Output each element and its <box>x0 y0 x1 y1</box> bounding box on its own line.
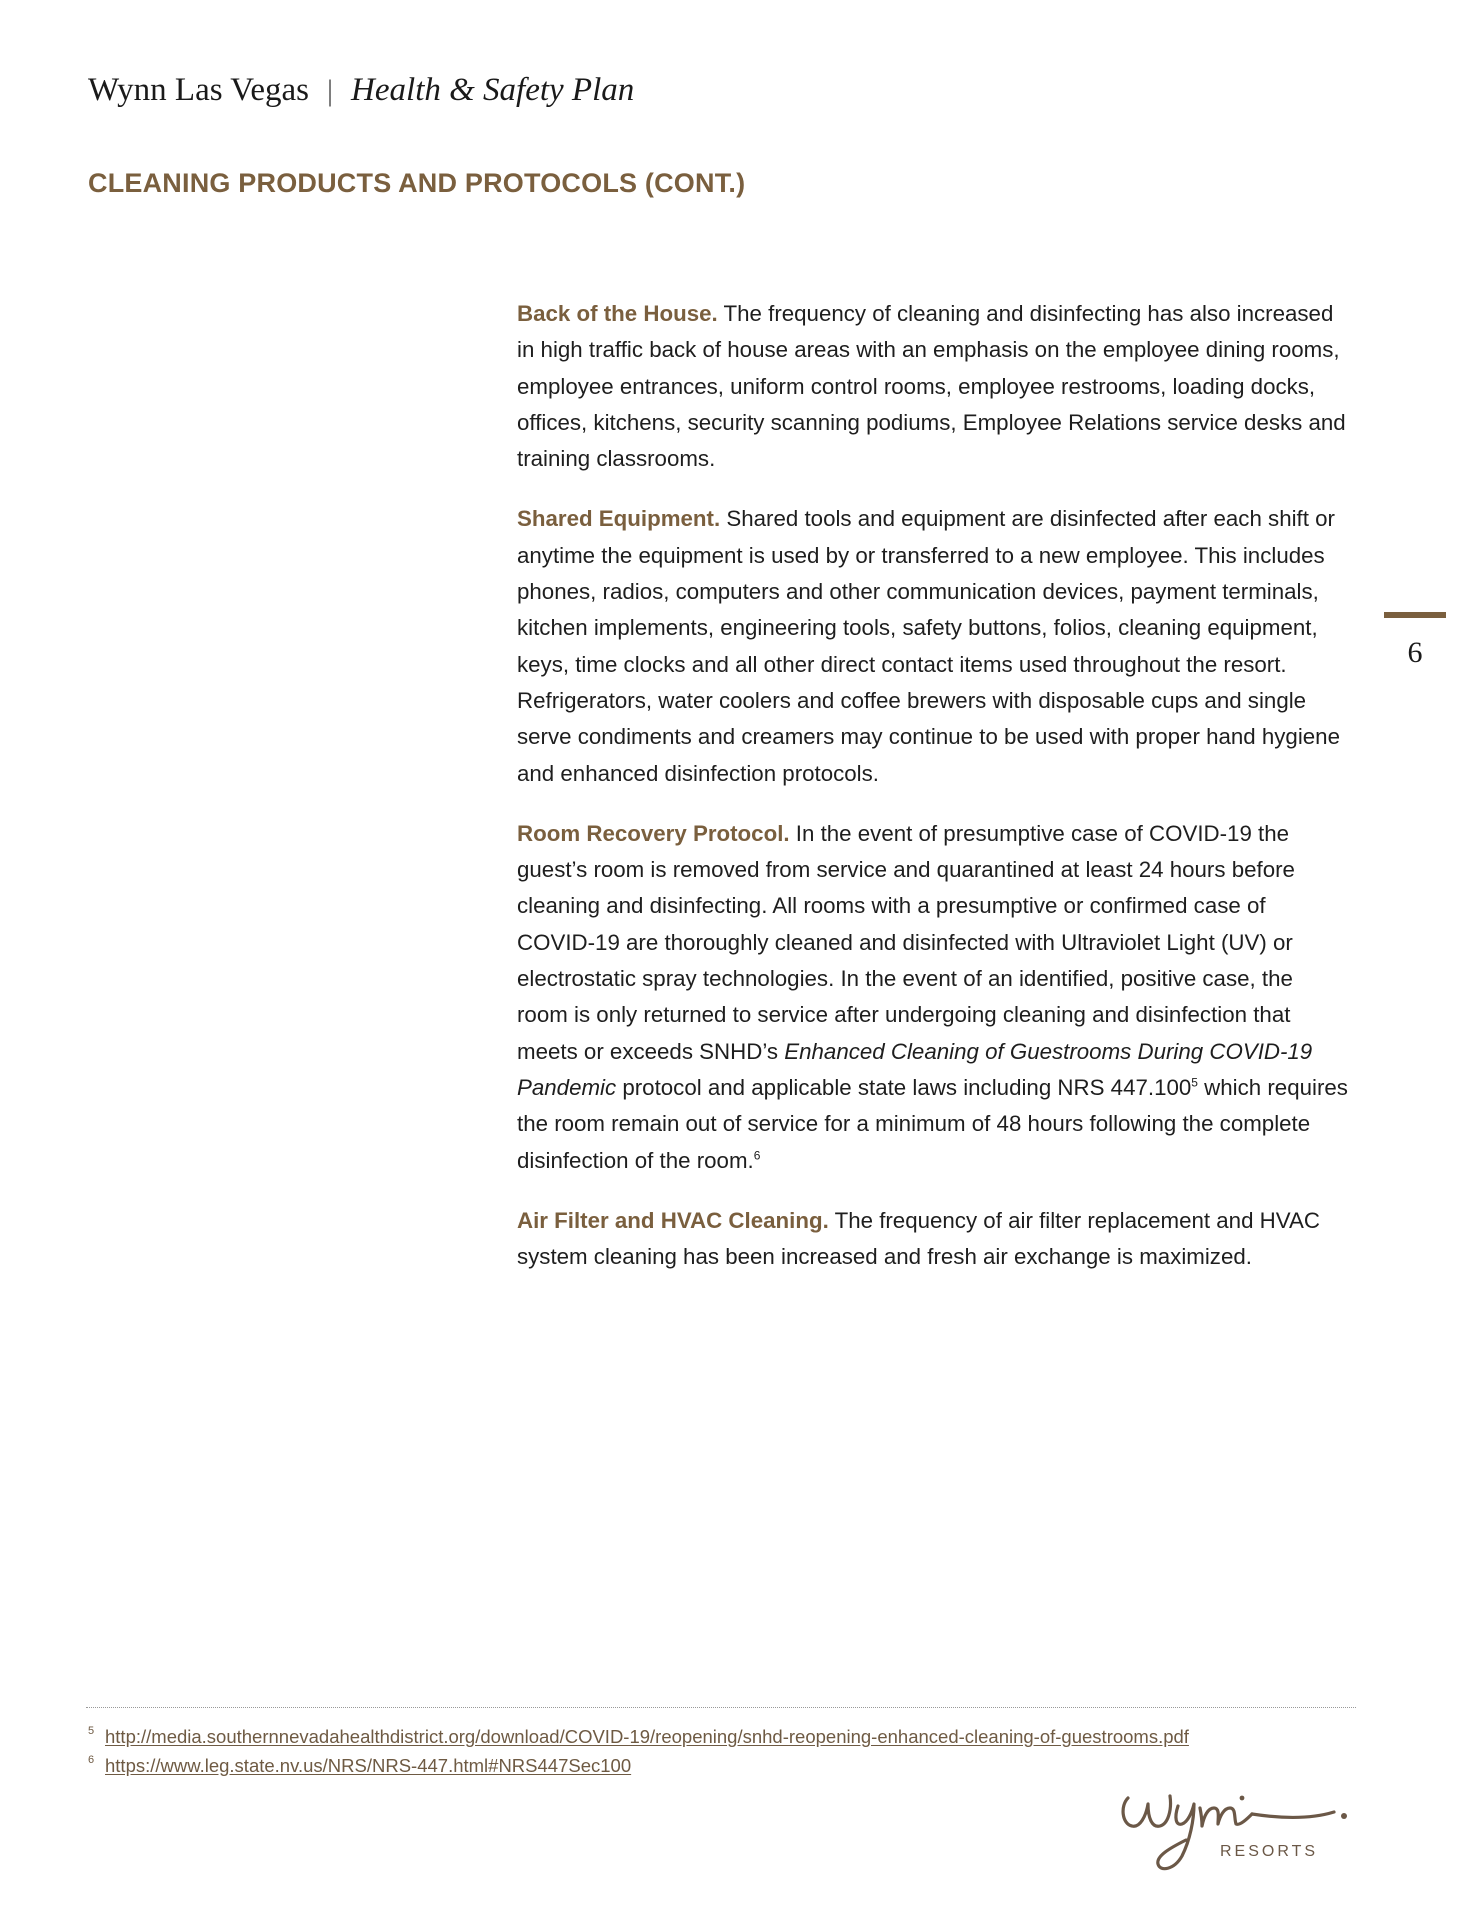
footnote-item <box>88 1751 1189 1780</box>
document-title: Health & Safety Plan <box>351 72 635 108</box>
brand-name: Wynn Las Vegas <box>88 72 310 108</box>
paragraph-air-filter <box>517 1203 1349 1276</box>
wynn-resorts-logo <box>1108 1760 1358 1880</box>
paragraph-text: which requires the room remain out of service for a minimum of 48 hours following the complete disinfection of the room. <box>517 1074 1348 1173</box>
footnote-link[interactable]: http://media.southernnevadahealthdistrict.org/download/COVID-19/reopening/snhd-reopening-enhanced-cleaning-of-guestrooms.pdf <box>105 1726 1189 1747</box>
paragraph-lead: Back of the House. <box>517 301 718 326</box>
footnote-ref-6[interactable]: 6 <box>753 1148 761 1163</box>
header-separator: | <box>327 74 334 107</box>
footnote-ref-5[interactable]: 5 <box>1191 1075 1198 1090</box>
page-header <box>88 72 634 109</box>
wynn-script-logo-icon <box>1108 1760 1358 1880</box>
footnotes <box>88 1722 1189 1780</box>
paragraph-italic-title: Enhanced Cleaning of Guestrooms During COVID-19 Pandemic <box>517 1038 1313 1100</box>
paragraph-back-of-house <box>517 296 1349 477</box>
paragraph-room-recovery <box>517 816 1349 1179</box>
logo-subtitle: RESORTS <box>1220 1843 1319 1860</box>
paragraph-text: Shared tools and equipment are disinfected after each shift or anytime the equipment is used by or transferred to a new employee. This includes phones, radios, computers and other communication devices, payment terminals, kitchen implements, engineering tools, safety buttons, folios, cleaning equipment, keys, time clocks and all other direct contact items used throughout the resort. Refrigerators, water coolers and coffee brewers with disposable cups and single serve condiments and creamers may continue to be used with proper hand hygiene and enhanced disinfection protocols. <box>517 506 1340 786</box>
page-marker-bar <box>1384 612 1446 618</box>
section-title: CLEANING PRODUCTS AND PROTOCOLS (CONT.) <box>88 168 746 198</box>
paragraph-lead: Room Recovery Protocol. <box>517 820 790 846</box>
paragraph-text: The frequency of cleaning and disinfecting has also increased in high traffic back of house areas with an emphasis on the employee dining rooms, employee entrances, uniform control rooms, employee restrooms, loading docks, offices, kitchens, security scanning podiums, Employee Relations service desks and training classrooms. <box>517 301 1346 472</box>
page-number: 6 <box>1407 636 1423 669</box>
footnote-number: 6 <box>88 1754 95 1766</box>
footnote-item <box>88 1722 1189 1751</box>
paragraph-lead: Air Filter and HVAC Cleaning. <box>517 1207 829 1233</box>
paragraph-text: In the event of presumptive case of COVID-19 the guest’s room is removed from service and quarantined at least 24 hours before cleaning and disinfecting. All rooms with a presumptive or confirmed case of COVID-19 are thoroughly cleaned and disinfected with Ultraviolet Light (UV) or electrostatic spray technologies. In the event of an identified, positive case, the room is only returned to service after undergoing cleaning and disinfection that meets or exceeds SNHD’s <box>517 820 1295 1064</box>
paragraph-lead: Shared Equipment. <box>517 506 721 532</box>
paragraph-shared-equipment <box>517 501 1349 791</box>
paragraph-text: protocol and applicable state laws including NRS 447.100 <box>616 1074 1192 1100</box>
footnote-number: 5 <box>88 1725 95 1737</box>
main-content <box>517 296 1349 1275</box>
paragraph-text: The frequency of air filter replacement and HVAC system cleaning has been increased and fresh air exchange is maximized. <box>517 1207 1320 1270</box>
footnote-link[interactable]: https://www.leg.state.nv.us/NRS/NRS-447.html#NRS447Sec100 <box>105 1755 632 1776</box>
footnote-divider <box>86 1707 1356 1708</box>
